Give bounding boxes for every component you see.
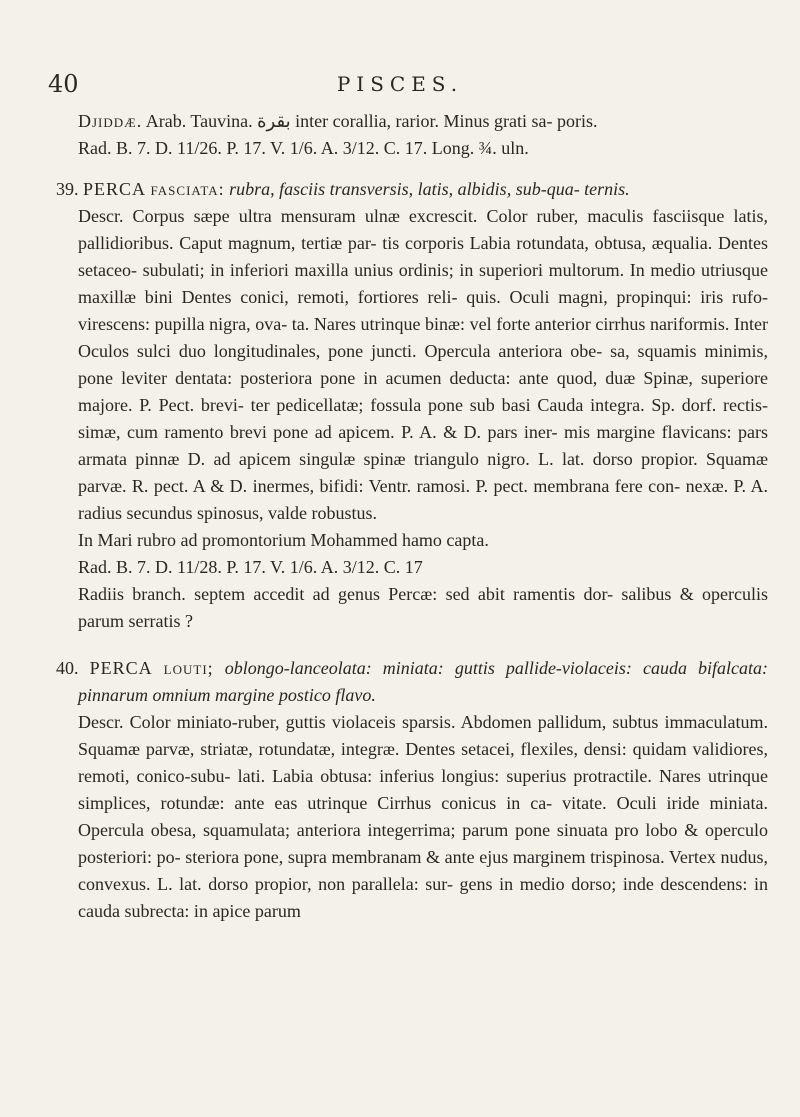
entry-39-number: 39. bbox=[56, 179, 79, 199]
page-header bbox=[0, 70, 800, 100]
entry-39-rad: Rad. B. 7. D. 11/28. P. 17. V. 1/6. A. 3/12. C. 17 bbox=[78, 557, 423, 577]
spacer bbox=[56, 162, 768, 176]
spacer bbox=[56, 635, 768, 655]
entry-djidda bbox=[56, 108, 768, 135]
entry-40-number: 40. bbox=[56, 658, 79, 678]
entry-40-diagnosis: oblongo-lanceolata: miniata: guttis pallide-violaceis: cauda bifalcata: pinnarum omnium margine postico flavo. bbox=[78, 658, 769, 705]
entry-djidda-name: Djiddæ. bbox=[78, 111, 143, 131]
entry-39-description: Descr. Corpus sæpe ultra mensuram ulnæ excrescit. Color ruber, maculis fasciisque latis, pallidioribus. Caput magnum, tertiæ par- tis corporis Labia rotundata, obtusa, æqualia. Dentes setaceo- subulati; in inferiori maxilla unius ordinis; in superiori multorum. In medio utriusque maxillæ bini Dentes conici, remoti, fortiores reli- quis. Oculi magni, propinqui: iris rufo-virescens: pupilla nigra, ova- ta. Nares utrinque binæ: vel forte anterior cirrhus nariformis. Inter Oculos sulci duo longitudinales, pone juncti. Opercula anteriora obe- sa, squamis minimis, pone leviter dentata: posteriora pone in acumen deducta: ante quod, duæ Spinæ, superiore majore. P. Pect. brevi- ter pedicellatæ; fossula pone sub basi Cauda integra. Sp. dorf. rectis- simæ, cum ramento brevi pone ad apicem. P. A. & D. pars iner- mis margine flavicans: pars armata pinnæ D. ad apicem singulæ spinæ triangulo nigro. L. lat. dorso propior. Squamæ parvæ. R. pect. A & D. inermes, bifidi: Ventr. ramosi. P. pect. membrana fere con- nexæ. P. A. radius secundus spinosus, valde robustus. bbox=[78, 206, 768, 523]
entry-39-diagnosis: rubra, fasciis transversis, latis, albidis, sub-qua- ternis. bbox=[229, 179, 630, 199]
entry-40-description: Descr. Color miniato-ruber, guttis violaceis sparsis. Abdomen pallidum, subtus immaculatum. Squamæ parvæ, striatæ, rotundatæ, integræ. Dentes setacei, flexiles, densi: quidam validiores, remoti, conico-subu- lati. Labia obtusa: inferius longius: superius protractile. Nares utrinque simplices, rotundæ: ante eas utrinque Cirrhus conicus in ca- vitate. Oculi iride miniata. Opercula obesa, squamulata; anteriora integerrima; parum pone sinuata pro lobo & operculo posteriori: po- steriora pone, supra membranam & ante ejus marginem trispinosa. Vertex nudus, convexus. L. lat. dorso propior, non parallela: sur- gens in medio dorso; inde descendens: in cauda subrecta: in apice parum bbox=[78, 712, 768, 921]
page-body bbox=[56, 108, 768, 925]
page-number: 40 bbox=[48, 70, 79, 98]
entry-39-note: Radiis branch. septem accedit ad genus Percæ: sed abit ramentis dor- salibus & operculis parum serratis ? bbox=[78, 584, 768, 631]
running-head: PISCES. bbox=[336, 72, 464, 96]
entry-djidda-rad: Rad. B. 7. D. 11/26. P. 17. V. 1/6. A. 3/12. C. 17. Long. ¾. uln. bbox=[78, 138, 529, 158]
entry-39-title: PERCA fasciata: bbox=[83, 179, 225, 199]
entry-40-title: PERCA louti; bbox=[89, 658, 214, 678]
entry-40-heading bbox=[56, 655, 768, 709]
entry-39-heading bbox=[56, 176, 768, 203]
entry-39-locality: In Mari rubro ad promontorium Mohammed hamo capta. bbox=[78, 530, 489, 550]
entry-djidda-text: Arab. Tauvina. بقرة inter corallia, rarior. Minus grati sa- poris. bbox=[145, 111, 598, 131]
